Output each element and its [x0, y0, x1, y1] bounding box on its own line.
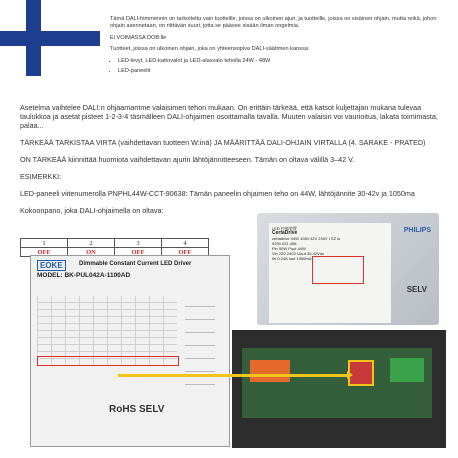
eoke-switch-legend — [185, 294, 215, 394]
philips-brand: PHILIPS — [403, 227, 431, 234]
dip-header-cell: 2 — [68, 239, 115, 248]
intro-paragraph-2: Ei VOIMASSA DOB:lle — [110, 34, 167, 41]
eoke-model: MODEL: BK-PUL042A-1100AD — [37, 272, 131, 279]
body-paragraph-3: ON TÄRKEÄÄ kiinnittää huomiota vaihdettavan ajurin lähtöjännitteeseen. Tämän on oltava välillä 3–42 V. — [20, 155, 355, 164]
dip-value-cell: ON — [68, 248, 115, 257]
intro-section — [110, 16, 450, 78]
eoke-rohs-mark: RoHS SELV — [109, 404, 165, 415]
eoke-logo: EOKE — [37, 260, 66, 271]
body-section — [20, 103, 448, 223]
eoke-driver-label — [30, 255, 230, 447]
intro-bullet: • LED-levyt, LED-kattovalot ja LED-alasvalo teholla 24W - 48W — [118, 58, 450, 65]
circuit-board-photo — [232, 330, 446, 448]
dip-header-cell: 1 — [21, 239, 68, 248]
philips-spec-line: LED 控制装置 — [272, 226, 297, 231]
yellow-arrow — [118, 374, 348, 377]
body-paragraph-1: Asetelma vaihtelee DALI:n ohjaamamme valaisimen tehon mukaan. On erittäin tärkeää, että katsot kuljettajan mukana tulevaa taulukkoa ja asetat pisteet 1-2-3-4 täsmälleen DALI-ohjaimen osoittamalla tavalla. Muuten valaisin voi vaurioitua, lakata toimimasta, palaa... — [20, 103, 438, 130]
body-paragraph-4: ESIMERKKI: — [20, 172, 62, 181]
philips-selv-mark: SELV — [406, 285, 427, 294]
philips-spec-line: Iin 0.24A Iout 1050mA — [272, 256, 312, 261]
philips-driver-photo — [257, 213, 439, 325]
philips-spec-line: CertaDrive — [272, 230, 298, 236]
dip-value-cell: OFF — [162, 248, 209, 257]
terminal-block-green — [390, 358, 424, 382]
philips-highlight-box — [312, 256, 364, 284]
finnish-flag — [0, 0, 100, 76]
body-paragraph-5: LED-paneeli viitenumerolla PNPHL44W-CCT-90638: Tämän paneelin ohjaimen teho on 44W, lähtöjännite 30-42v ja 1050ma — [20, 189, 415, 198]
dip-header-cell: 3 — [115, 239, 162, 248]
intro-bullet-list — [110, 58, 450, 76]
eoke-highlight-row — [37, 356, 179, 366]
intro-bullet: • LED-paneelit — [118, 68, 450, 75]
philips-spec-line: Vin 220-240V Uout 30-42Vdc — [272, 251, 324, 256]
eoke-title: Dimmable Constant Current LED Driver — [79, 261, 192, 267]
intro-paragraph-1: Tämä DALI-himmennin on tarkoitettu vain tuotteille, joissa on ulkoinen ajuri, ja tuotteille, joissa on sisäinen ohjain, mutta reikä, johon ohjain asennetaan, on riittävän suuri, jotta se pääsee sisään ilman ongelmia. — [110, 16, 437, 30]
terminal-block-orange — [250, 360, 290, 382]
dip-header-cell: 4 — [162, 239, 209, 248]
philips-spec-line: Pin 50W Pout 44W — [272, 246, 306, 251]
dip-header-row — [21, 239, 209, 248]
body-paragraph-6: Kokoonpano, joka DALI-ohjaimella on oltava: — [20, 206, 164, 215]
dip-value-cell: OFF — [21, 248, 68, 257]
body-paragraph-2: TÄRKEÄÄ TARKISTAA VIRTA (vaihdettavan tuotteen W:inä) JA MÄÄRITTÄÄ DALI-OHJAIN VIRTALLA (4. SARAKE - PRATED) — [20, 138, 426, 147]
philips-spec-line: 9290 021 458 — [272, 241, 297, 246]
intro-paragraph-3: Tuotteet, joissa on ulkoinen ohjain, joka on yhteensopiva DALI-säätimen kanssa: — [110, 46, 310, 53]
dip-value-cell: OFF — [115, 248, 162, 257]
philips-spec-line: certadrive 44W 1050 42V 230V I SZ is — [272, 236, 341, 241]
flag-cross-horizontal — [0, 31, 100, 46]
